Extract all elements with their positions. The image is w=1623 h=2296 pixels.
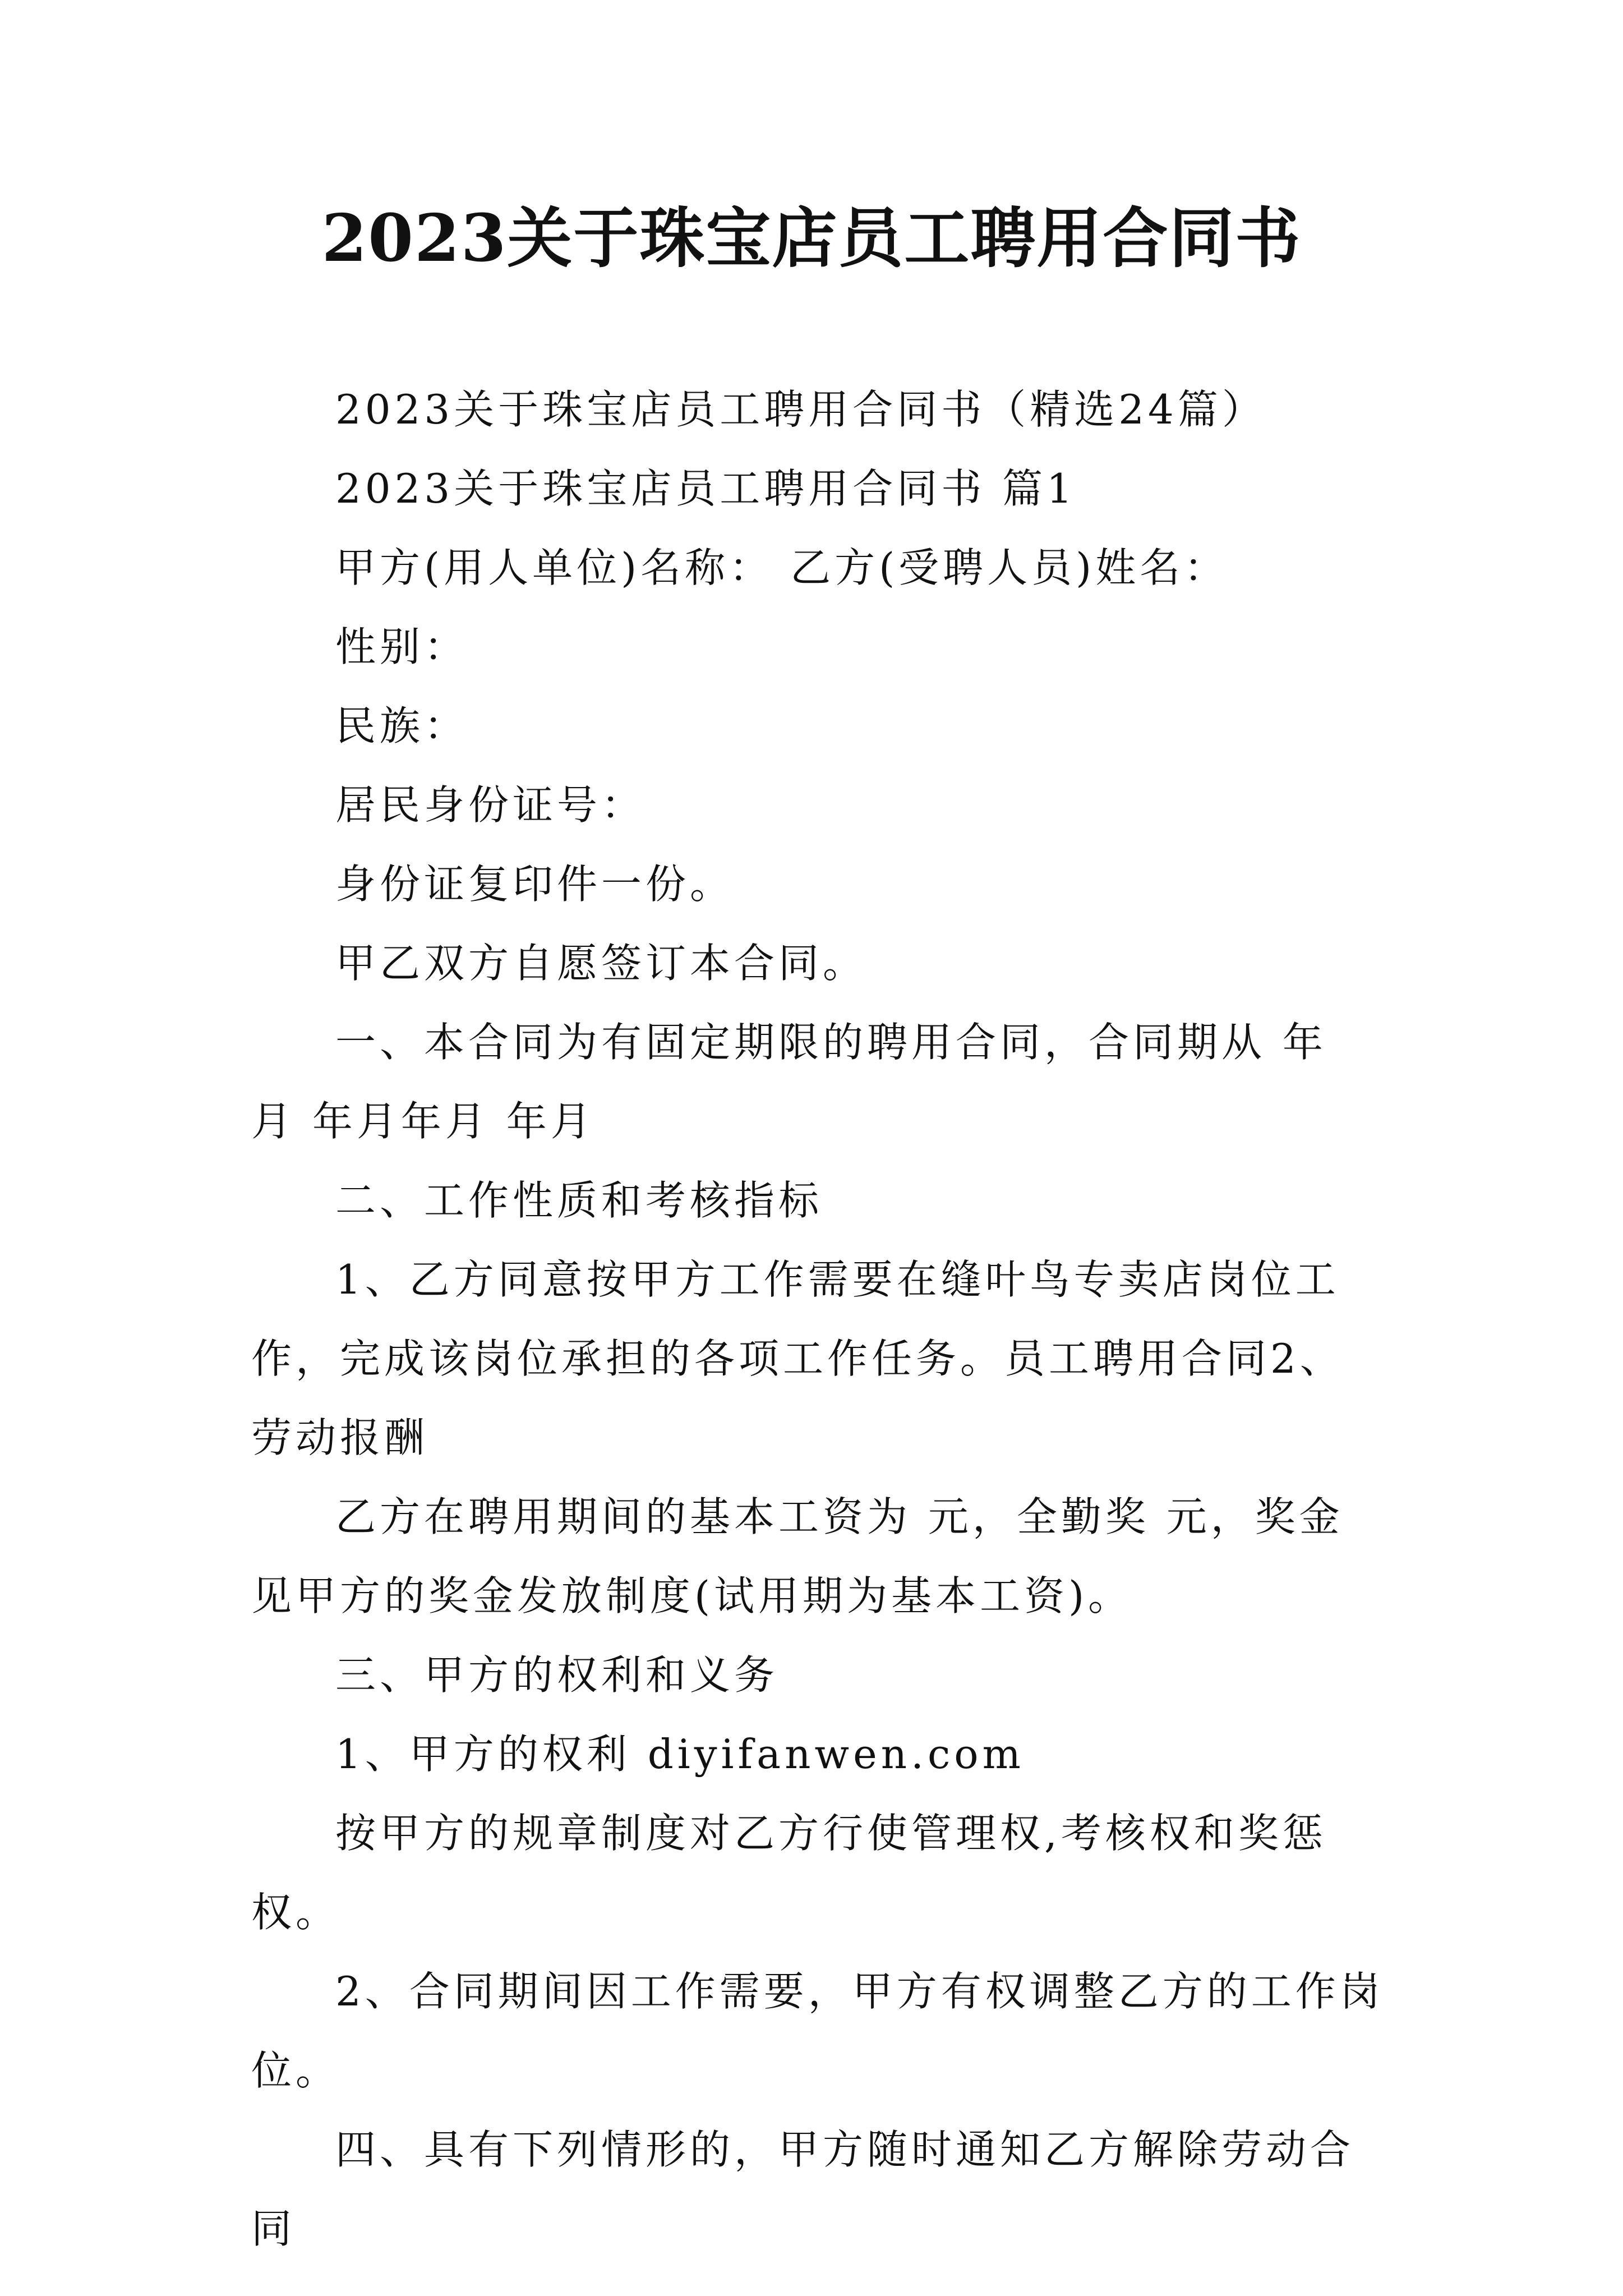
paragraph-parties: 甲方(用人单位)名称： 乙方(受聘人员)姓名： xyxy=(335,544,1229,591)
paragraph-clause-2-1: 1、乙方同意按甲方工作需要在缝叶鸟专卖店岗位工作，完成该岗位承担的各项工作任务。员工聘用合同2、劳动报酬 xyxy=(251,1256,1344,1461)
paragraph-management-rights: 按甲方的规章制度对乙方行使管理权,考核权和奖惩权。 xyxy=(251,1810,1327,1936)
paragraph-clause-3-heading: 三、甲方的权利和义务 xyxy=(335,1651,779,1699)
paragraph-section-heading: 2023关于珠宝店员工聘用合同书 篇1 xyxy=(335,465,1076,512)
paragraph-ethnicity: 民族： xyxy=(335,702,469,749)
paragraph-id-number: 居民身份证号： xyxy=(335,781,646,829)
paragraph-subtitle: 2023关于珠宝店员工聘用合同书（精选24篇） xyxy=(335,386,1266,433)
document-title: 2023关于珠宝店员工聘用合同书 xyxy=(321,200,1302,277)
document-body xyxy=(251,370,1384,2269)
paragraph-clause-3-1: 1、甲方的权利 diyifanwen.com xyxy=(335,1731,1025,1778)
paragraph-clause-1: 一、本合同为有固定期限的聘用合同，合同期从 年 月 年月年月 年月 xyxy=(251,1019,1327,1145)
paragraph-gender: 性别： xyxy=(335,623,469,670)
paragraph-id-copy: 身份证复印件一份。 xyxy=(335,861,735,908)
paragraph-salary: 乙方在聘用期间的基本工资为 元，全勤奖 元，奖金见甲方的奖金发放制度(试用期为基本工资)。 xyxy=(251,1493,1344,1619)
paragraph-clause-2-heading: 二、工作性质和考核指标 xyxy=(335,1177,823,1224)
paragraph-agreement: 甲乙双方自愿签订本合同。 xyxy=(335,940,868,987)
paragraph-clause-4-heading: 四、具有下列情形的，甲方随时通知乙方解除劳动合同 xyxy=(251,2126,1355,2252)
paragraph-clause-3-2: 2、合同期间因工作需要，甲方有权调整乙方的工作岗位。 xyxy=(251,1968,1384,2094)
